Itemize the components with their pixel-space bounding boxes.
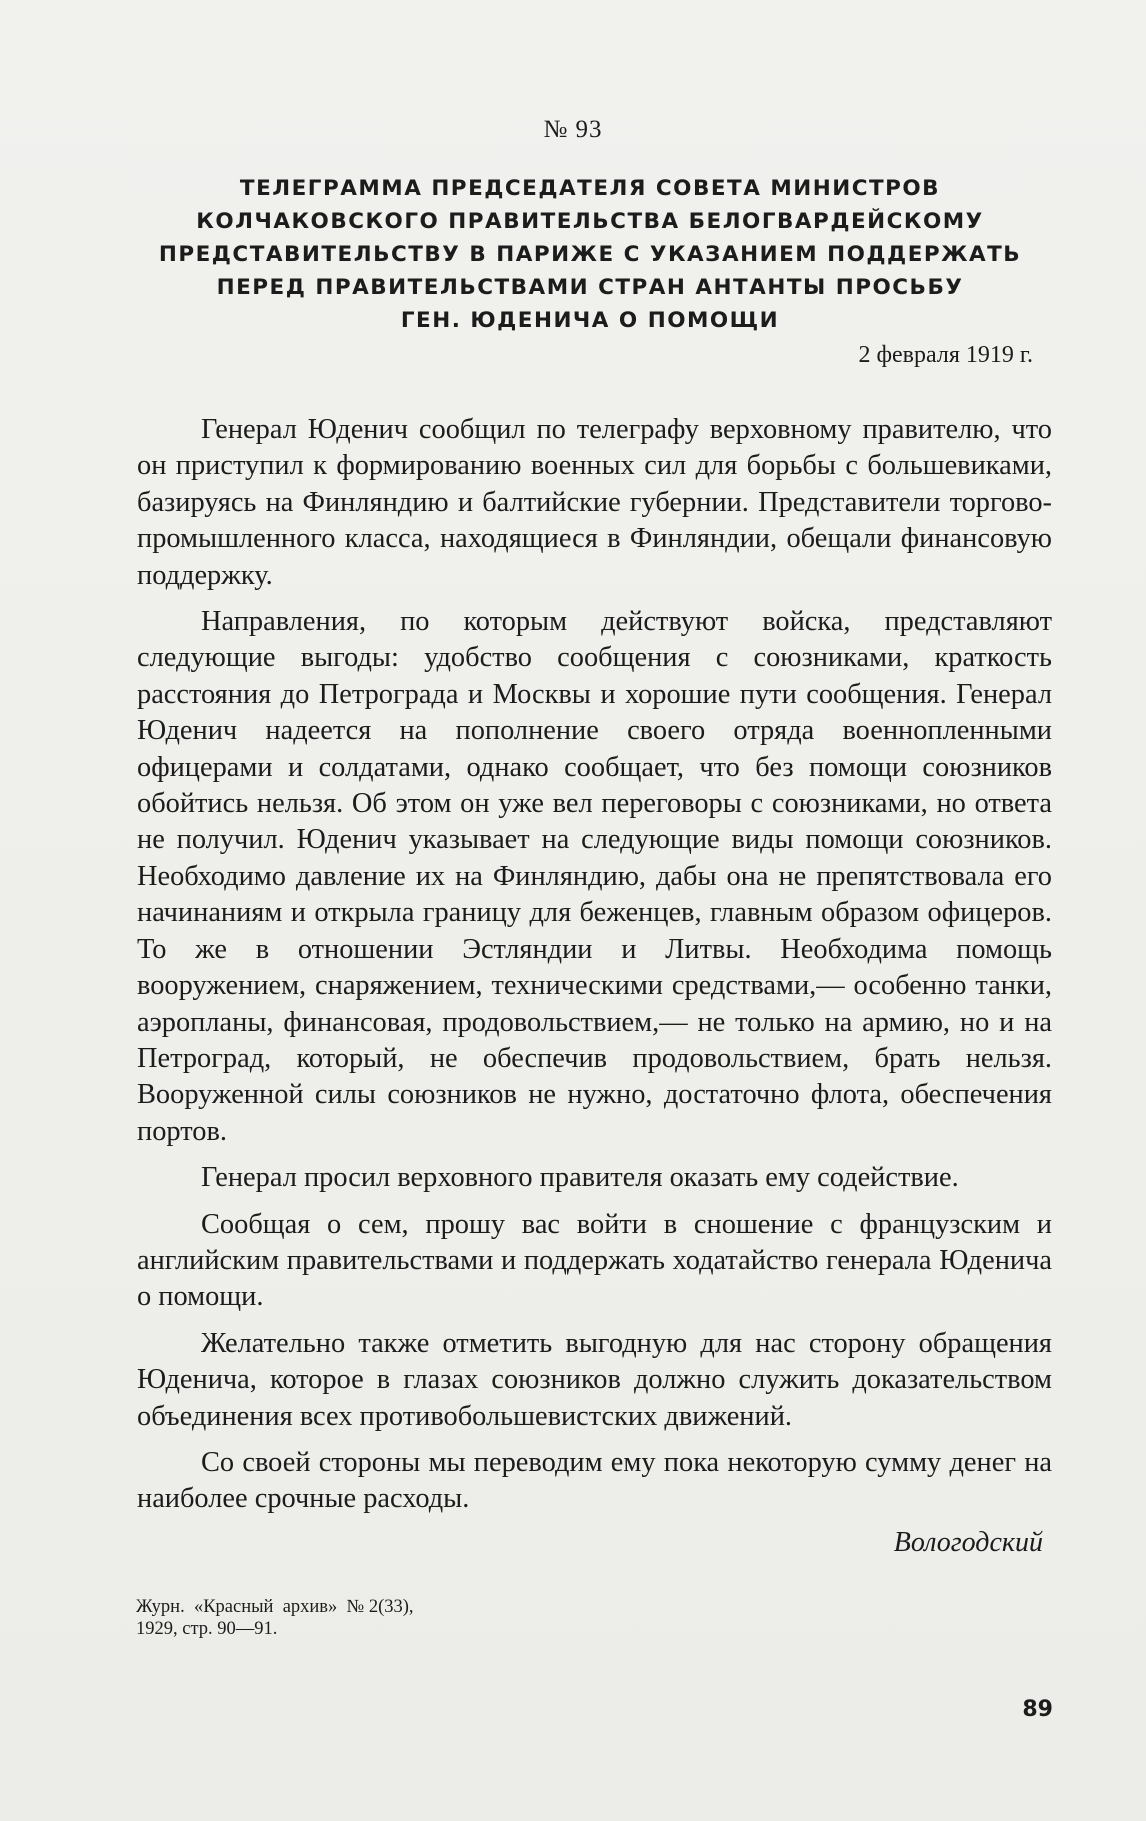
source-citation xyxy=(136,1596,414,1640)
body-paragraph: Желательно также отметить выгодную для нас сторону обращения Юденича, которое в глазах союзников должно служить доказательством объединения всех противобольшевистских движений. xyxy=(137,1327,1052,1432)
title-line: КОЛЧАКОВСКОГО ПРАВИТЕЛЬСТВА БЕЛОГВАРДЕЙСКОМУ xyxy=(196,209,984,234)
body-paragraph: Направления, по которым действуют войска, представляют следующие выгоды: удобство сообщения с союзниками, краткость расстояния до Петрограда и Москвы и хорошие пути сообщения. Генерал Юденич надеется на пополнение своего отряда военнопленными офицерами и солдатами, однако сообщает, что без помощи союзников обойтись нельзя. Об этом он уже вел переговоры с союзниками, но ответа не получил. Юденич указывает на следующие виды помощи союзников. Необходимо давление их на Финляндию, дабы она не препятствовала его начинаниям и открыла границу для беженцев, главным образом офицеров. То же в отношении Эстляндии и Литвы. Необходима помощь вооружением, снаряжением, техническими средствами,— особенно танки, аэропланы, финансовая, продовольствием,— не только на армию, но и на Петроград, который, не обеспечив продовольствием, брать нельзя. Вооруженной силы союзников не нужно, достаточно флота, обеспечения портов. xyxy=(137,606,1052,1147)
document-number: № 93 xyxy=(543,116,603,143)
title-line: ПРЕДСТАВИТЕЛЬСТВУ В ПАРИЖЕ С УКАЗАНИЕМ ПОДДЕРЖАТЬ xyxy=(158,242,1022,267)
source-line: Журн. «Красный архив» № 2(33), xyxy=(136,1597,414,1617)
body-paragraph: Со своей стороны мы переводим ему пока некоторую сумму денег на наиболее срочные расходы. xyxy=(137,1446,1052,1515)
source-line: 1929, стр. 90—91. xyxy=(136,1619,278,1639)
page-number: 89 xyxy=(1022,1697,1053,1722)
signature: Вологодский xyxy=(893,1527,1043,1558)
body-paragraph: Генерал Юденич сообщил по телеграфу верховному правителю, что он приступил к формированию военных сил для борьбы с большевиками, базируясь на Финляндию и балтийские губернии. Представители торгово-промышленного класса, находящиеся в Финляндии, обещали финансовую поддержку. xyxy=(137,414,1052,591)
body-paragraph: Сообщая о сем, прошу вас войти в сношение с французским и английским правительствами и поддержать ходатайство генерала Юденича о помощи. xyxy=(137,1208,1052,1313)
document-date: 2 февраля 1919 г. xyxy=(858,342,1033,368)
title-line: ГЕН. ЮДЕНИЧА О ПОМОЩИ xyxy=(400,308,780,333)
title-line: ПЕРЕД ПРАВИТЕЛЬСТВАМИ СТРАН АНТАНТЫ ПРОСЬБУ xyxy=(216,275,964,300)
document-title xyxy=(150,172,1030,337)
document-body xyxy=(137,412,1052,1528)
title-line: ТЕЛЕГРАММА ПРЕДСЕДАТЕЛЯ СОВЕТА МИНИСТРОВ xyxy=(239,176,941,201)
body-paragraph: Генерал просил верховного правителя оказать ему содействие. xyxy=(201,1162,959,1194)
